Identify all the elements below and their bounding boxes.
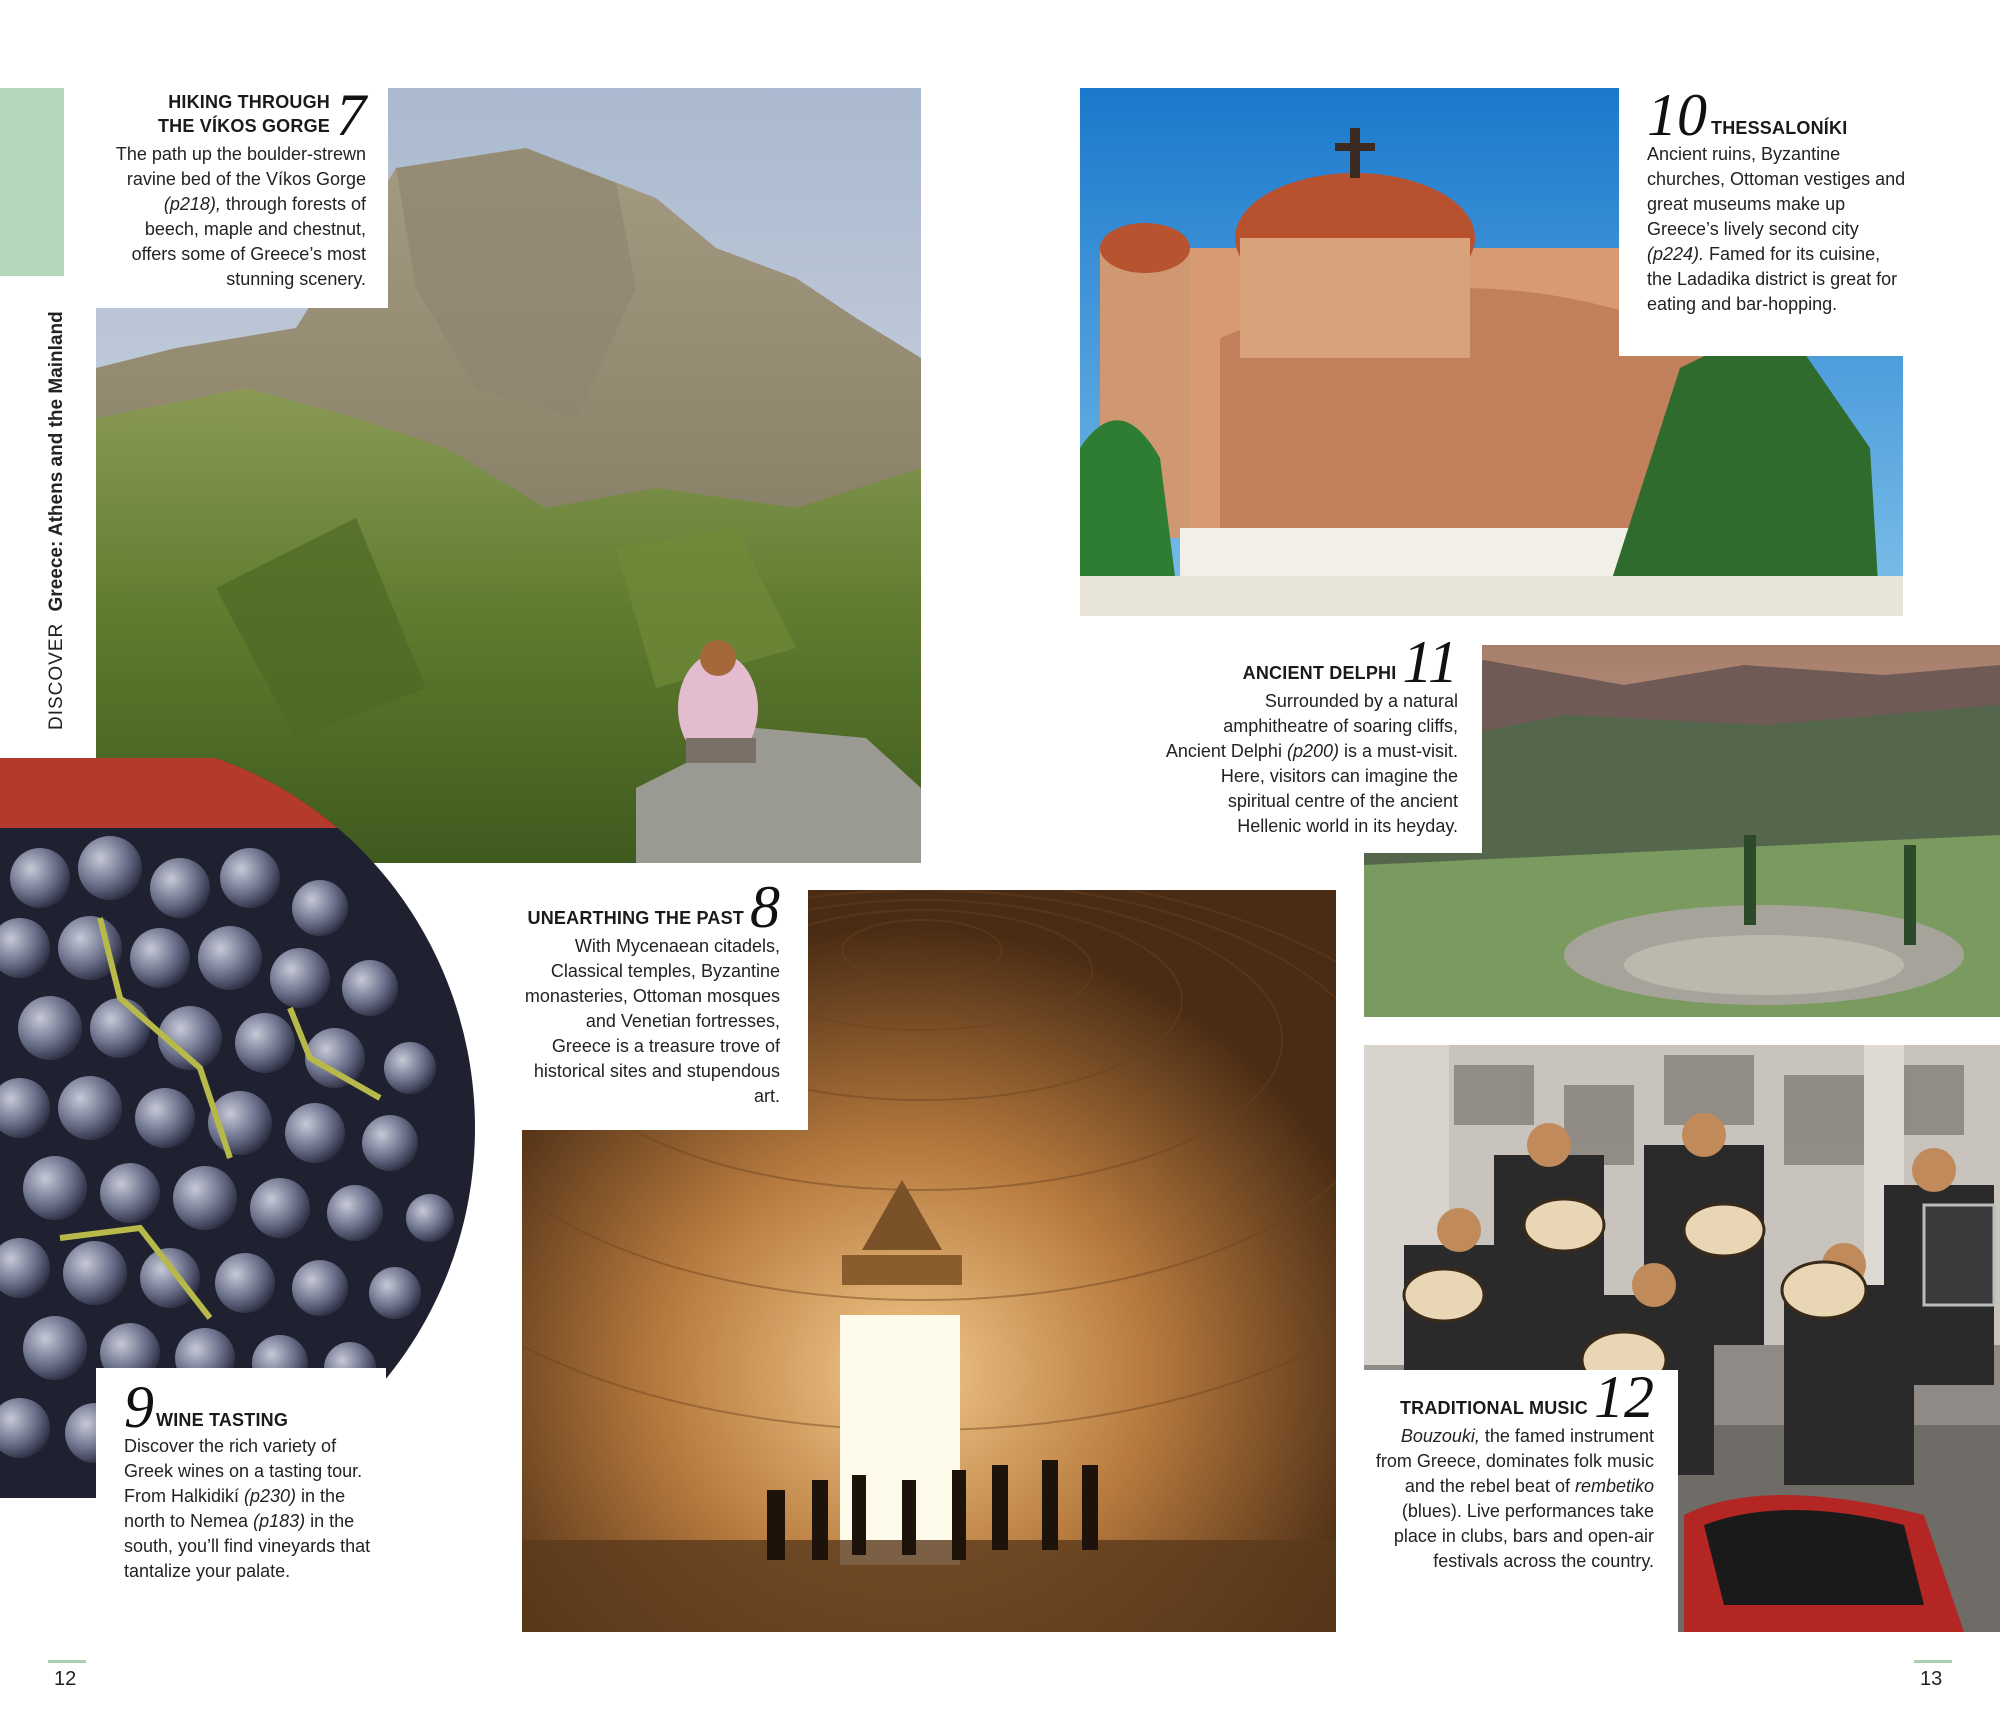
feature-8-heading: UNEARTHING THE PAST [527, 908, 744, 928]
feature-10-heading: THESSALONÍKI [1711, 118, 1848, 138]
feature-12-box [1360, 1364, 1678, 1632]
left-page-number-bar [48, 1660, 86, 1663]
chapter-title: Greece: Athens and the Mainland [46, 311, 67, 612]
feature-11-box [1160, 629, 1482, 853]
feature-12-number: 12 [1594, 1364, 1654, 1430]
feature-7-box [96, 82, 388, 308]
feature-8-box [522, 874, 808, 1130]
feature-8-body: With Mycenaean citadels, Classical temples, Byzantine monasteries, Ottoman mosques and Venetian fortresses, Greece is a treasure trove of historical sites and stupendous art. [524, 936, 780, 1106]
feature-11-number: 11 [1402, 629, 1458, 695]
feature-11-heading: ANCIENT DELPHI [1242, 663, 1397, 683]
section-label: DISCOVER [46, 622, 67, 730]
right-page-number-bar [1914, 1660, 1952, 1663]
feature-9-box [96, 1368, 386, 1608]
feature-7-body: The path up the boulder-strewn ravine bed of the Víkos Gorge (p218), through forests of beech, maple and chestnut, offers some of Greece’s most stunning scenery. [115, 144, 366, 289]
feature-7-number: 7 [336, 82, 366, 148]
feature-10-box [1619, 82, 1909, 356]
right-page-number: 13 [1920, 1668, 1943, 1690]
feature-12-body: Bouzouki, the famed instrument from Greece, dominates folk music and the rebel beat of rembetiko (blues). Live performances take place in clubs, bars and open-air festivals across the country. [1375, 1426, 1654, 1571]
feature-10-body: Ancient ruins, Byzantine churches, Ottoman vestiges and great museums make up Greece’s lively second city (p224). Famed for its cuisine, the Ladadika district is great for eating and bar-hopping. [1647, 144, 1906, 314]
side-running-title [46, 311, 68, 730]
feature-7-heading-line-2: THE VÍKOS GORGE [157, 116, 330, 136]
feature-8-number: 8 [750, 874, 780, 940]
feature-11-body: Surrounded by a natural amphitheatre of soaring cliffs, Ancient Delphi (p200) is a must-visit. Here, visitors can imagine the spiritual centre of the ancient Hellenic world in its heyday. [1165, 691, 1458, 836]
feature-9-body: Discover the rich variety of Greek wines on a tasting tour. From Halkidikí (p230) in the north to Nemea (p183) in the south, you’ll find vineyards that tantalize your palate. [124, 1436, 371, 1581]
feature-9-number: 9 [124, 1374, 154, 1440]
feature-7-heading-line-1: HIKING THROUGH [168, 92, 330, 112]
left-page-number: 12 [54, 1668, 77, 1690]
feature-9-heading: WINE TASTING [156, 1410, 289, 1430]
feature-12-heading: TRADITIONAL MUSIC [1399, 1398, 1588, 1418]
feature-10-number: 10 [1647, 82, 1707, 148]
section-tab-color [0, 88, 64, 276]
